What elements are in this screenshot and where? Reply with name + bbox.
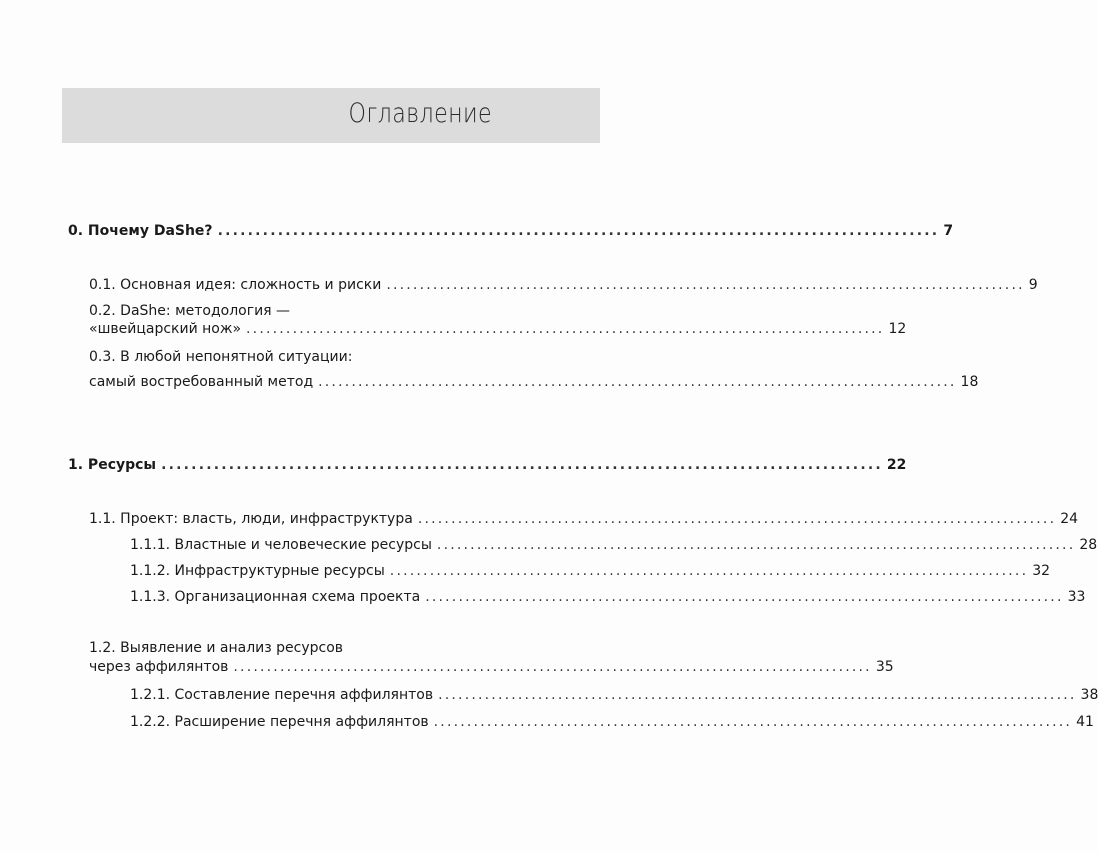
dot-leader: ................................................................................................ xyxy=(389,563,1029,579)
toc-entry-label: самый востребованный метод xyxy=(89,374,314,390)
toc-page-number: 41 xyxy=(1076,714,1094,730)
toc-page-number: 38 xyxy=(1080,687,1098,703)
dot-leader: ................................................................................................ xyxy=(436,537,1076,553)
toc-entry-label: через аффилянтов xyxy=(89,659,229,675)
toc-entry-0-2[interactable] xyxy=(89,320,907,338)
toc-page-number: 7 xyxy=(943,223,954,239)
toc-entry-label: 0.1. Основная идея: сложность и риски xyxy=(89,277,382,293)
toc-entry-1-2[interactable] xyxy=(89,658,894,676)
toc-page-number: 35 xyxy=(875,659,894,675)
dot-leader: ................................................................................................ xyxy=(386,277,1025,293)
toc-entry-1-2-line1[interactable]: 1.2. Выявление и анализ ресурсов xyxy=(89,640,344,656)
toc-entry-section-0[interactable] xyxy=(68,222,954,240)
toc-page-number: 33 xyxy=(1067,589,1086,605)
toc-page-number: 22 xyxy=(886,457,907,473)
dot-leader: ................................................................................................ xyxy=(233,659,872,675)
toc-entry-1-1[interactable] xyxy=(89,510,1079,528)
toc-entry-label: 0. Почему DaShe? xyxy=(68,223,213,239)
toc-page-number: 18 xyxy=(960,374,979,390)
toc-page-number: 24 xyxy=(1060,511,1079,527)
dot-leader: ................................................................................................ xyxy=(246,321,885,337)
toc-page-number: 9 xyxy=(1028,277,1038,293)
toc-page-number: 28 xyxy=(1079,537,1098,553)
dot-leader: ................................................................................................ xyxy=(417,511,1057,527)
dot-leader: ................................................................................................ xyxy=(425,589,1064,605)
page-title: Оглавление xyxy=(348,98,492,129)
toc-entry-1-2-1[interactable] xyxy=(130,686,1098,704)
toc-entry-label: 1.1. Проект: власть, люди, инфраструктура xyxy=(89,511,413,527)
toc-entry-label: «швейцарский нож» xyxy=(89,321,242,337)
toc-entry-0-1[interactable] xyxy=(89,276,1038,294)
toc-entry-0-2-line1[interactable]: 0.2. DaShe: методология — xyxy=(89,303,291,319)
toc-entry-1-1-3[interactable] xyxy=(130,588,1086,606)
toc-entry-label: 1.1.2. Инфраструктурные ресурсы xyxy=(130,563,385,579)
title-banner xyxy=(62,88,600,143)
dot-leader: ................................................................................................ xyxy=(433,714,1073,730)
toc-page-number: 12 xyxy=(888,321,907,337)
toc-page-number: 32 xyxy=(1032,563,1051,579)
toc-entry-0-3[interactable] xyxy=(89,373,979,391)
dot-leader: ................................................................................................ xyxy=(318,374,957,390)
toc-entry-label: 1.2.1. Составление перечня аффилянтов xyxy=(130,687,434,703)
dot-leader: ................................................................................................ xyxy=(161,457,883,473)
toc-entry-1-1-1[interactable] xyxy=(130,536,1098,554)
toc-entry-section-1[interactable] xyxy=(68,456,907,474)
toc-entry-label: 1.1.1. Властные и человеческие ресурсы xyxy=(130,537,432,553)
toc-entry-1-1-2[interactable] xyxy=(130,562,1051,580)
dot-leader: ................................................................................................ xyxy=(438,687,1077,703)
dot-leader: ................................................................................................ xyxy=(217,223,940,239)
toc-entry-label: 1.2.2. Расширение перечня аффилянтов xyxy=(130,714,429,730)
toc-entry-1-2-2[interactable] xyxy=(130,713,1094,731)
toc-entry-label: 1. Ресурсы xyxy=(68,457,157,473)
toc-entry-label: 1.1.3. Организационная схема проекта xyxy=(130,589,421,605)
toc-entry-0-3-line1[interactable]: 0.3. В любой непонятной ситуации: xyxy=(89,349,353,365)
